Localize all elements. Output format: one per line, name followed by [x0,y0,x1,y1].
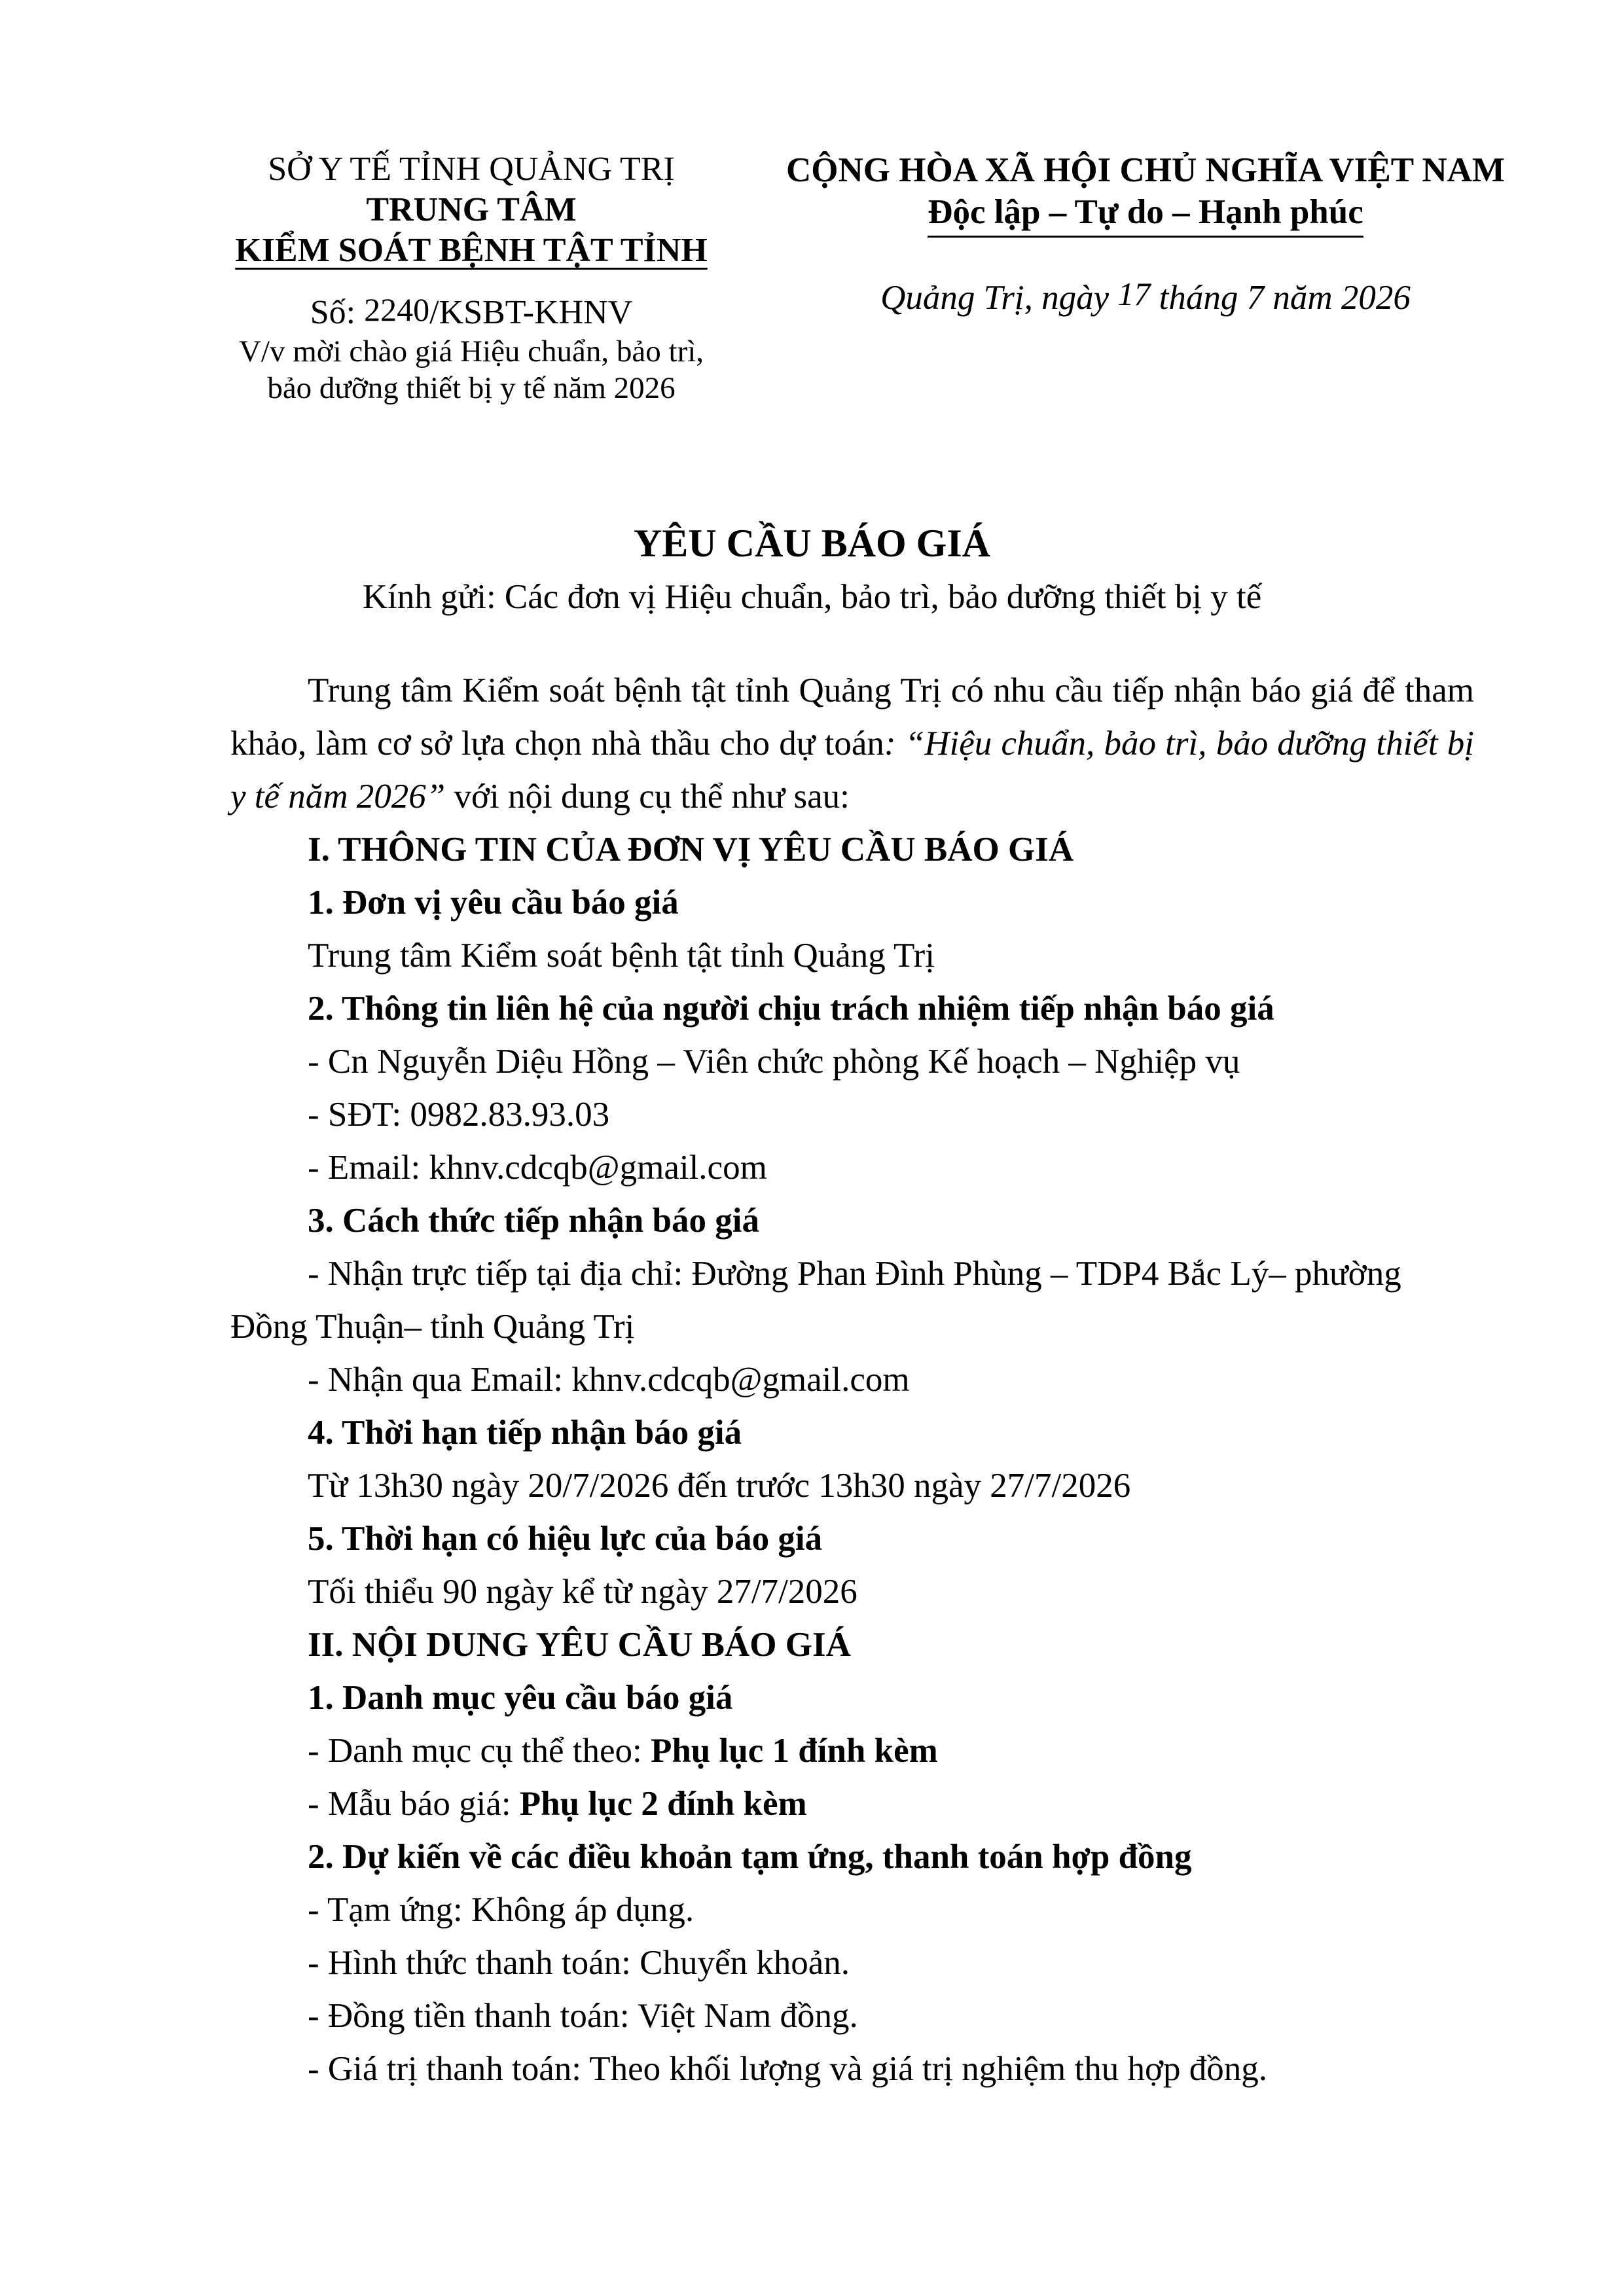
section-2-1-heading: 1. Danh mục yêu cầu báo giá [308,1679,733,1717]
issuer-block [196,149,746,406]
document-number [196,292,746,333]
section-2-heading: II. NỘI DUNG YÊU CẦU BÁO GIÁ [308,1626,851,1664]
quote-template-label: - Mẫu báo giá: [308,1785,520,1823]
document-number-suffix: /KSBT-KHNV [429,294,633,331]
advance-payment: - Tạm ứng: Không áp dụng. [308,1891,695,1929]
catalog-value: Phụ lục 1 đính kèm [650,1732,938,1770]
payment-currency: - Đồng tiền thanh toán: Việt Nam đồng. [308,1997,858,2035]
document-number-value: 2240 [364,291,430,328]
payment-value: - Giá trị thanh toán: Theo khối lượng và giá trị nghiệm thu hợp đồng. [308,2050,1267,2088]
subject-line2: bảo dưỡng thiết bị y tế năm 2026 [267,371,676,405]
section-1-5-heading: 5. Thời hạn có hiệu lực của báo giá [308,1520,823,1558]
issue-date [759,277,1532,319]
organization-name-line1: TRUNG TÂM [366,191,577,228]
quote-template-value: Phụ lục 2 đính kèm [519,1785,807,1823]
intro-text-italic: : “Hiệu chuẩn, bảo trì, bảo dưỡng thiết bị y tế năm 2026” [230,725,1474,816]
subject-line1: V/v mời chào giá Hiệu chuẩn, bảo trì, [238,334,704,368]
section-1-heading: I. THÔNG TIN CỦA ĐƠN VỊ YÊU CẦU BÁO GIÁ [308,831,1074,869]
contact-phone: - SĐT: 0982.83.93.03 [308,1096,610,1134]
document-body [230,664,1474,2096]
catalog-label: - Danh mục cụ thể theo: [308,1732,651,1770]
issue-date-day: 17 [1117,276,1151,312]
intro-paragraph [230,664,1474,823]
receive-deadline: Từ 13h30 ngày 20/7/2026 đến trước 13h30 ngày 27/7/2026 [308,1467,1131,1505]
intro-text-b: với nội dung cụ thể như sau: [445,778,850,816]
section-1-4-heading: 4. Thời hạn tiếp nhận báo giá [308,1414,742,1452]
contact-person: - Cn Nguyễn Diệu Hồng – Viên chức phòng Kế hoạch – Nghiệp vụ [308,1043,1240,1081]
section-1-1-heading: 1. Đơn vị yêu cầu báo giá [308,884,679,922]
country-name: CỘNG HÒA XÃ HỘI CHỦ NGHĨA VIỆT NAM [786,151,1505,189]
intro-text-a: Trung tâm Kiểm soát bệnh tật tỉnh Quảng Trị có nhu cầu tiếp nhận báo giá để tham khảo, làm cơ sở lựa chọn nhà thầu cho dự toán [230,672,1474,762]
receive-email: - Nhận qua Email: khnv.cdcqb@gmail.com [308,1361,910,1399]
payment-method: - Hình thức thanh toán: Chuyển khoản. [308,1944,850,1982]
document-number-prefix: Số: [310,294,356,331]
recipient-line: Kính gửi: Các đơn vị Hiệu chuẩn, bảo trì, bảo dưỡng thiết bị y tế [362,578,1262,616]
national-motto: Độc lập – Tự do – Hạnh phúc [928,191,1363,238]
section-1-1-text: Trung tâm Kiểm soát bệnh tật tỉnh Quảng Trị [308,937,935,975]
document-title: YÊU CẦU BÁO GIÁ [633,522,991,565]
quote-validity: Tối thiểu 90 ngày kể từ ngày 27/7/2026 [308,1573,857,1611]
issue-date-suffix: tháng 7 năm 2026 [1159,279,1411,317]
department-name: SỞ Y TẾ TỈNH QUẢNG TRỊ [268,151,675,188]
organization-name-line2: KIỂM SOÁT BỆNH TẬT TỈNH [235,232,708,269]
contact-email: - Email: khnv.cdcqb@gmail.com [308,1149,767,1187]
quote-template-line [230,1778,1474,1831]
issue-date-prefix: Quảng Trị, ngày [880,279,1110,317]
catalog-line [230,1725,1474,1778]
section-1-3-heading: 3. Cách thức tiếp nhận báo giá [308,1202,759,1240]
national-header [759,149,1532,319]
section-2-2-heading: 2. Dự kiến về các điều khoản tạm ứng, thanh toán hợp đồng [308,1838,1192,1876]
receive-address-continued: Đồng Thuận– tỉnh Quảng Trị [230,1308,635,1346]
section-1-2-heading: 2. Thông tin liên hệ của người chịu trách nhiệm tiếp nhận báo giá [308,990,1274,1028]
receive-address: - Nhận trực tiếp tại địa chỉ: Đường Phan Đình Phùng – TDP4 Bắc Lý– phường [308,1255,1401,1293]
